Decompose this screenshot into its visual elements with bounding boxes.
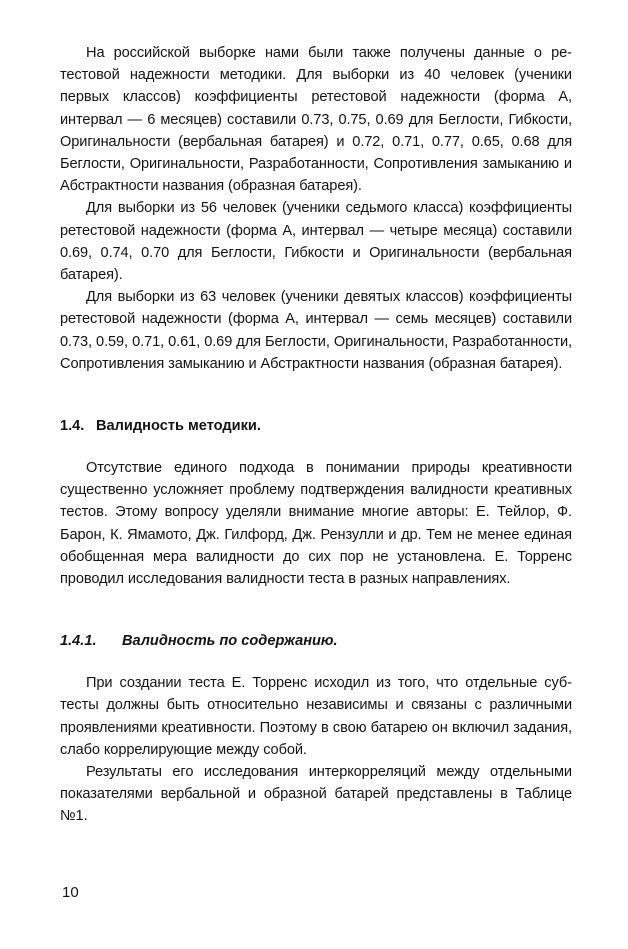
page-number: 10 <box>62 884 79 901</box>
content-paragraph-1: При создании теста Е. Торренс исходил из того, что отдельные субтесты должны быть относительно независимы и связаны с различными проявлениями креативности. Поэтому в свою батарею он включил задания, слабо коррелирующие между собой. <box>60 675 572 758</box>
section-number: 1.4. <box>60 418 85 435</box>
validity-paragraph: Отсутствие единого подхода в понимании природы креативности существенно усложняет проблему подтверждения валидности креативных тестов. Этому вопросу уделяли внимание многие авторы: Е. Тейлор, Ф. Барон, К. Ямамото, Дж. Гилфорд, Дж. Рензулли и др. Тем не менее единая обобщенная мера валидности до сих пор не установлена. Е. Торренс проводил исследования валидности теста в разных направлениях. <box>60 460 572 588</box>
content-paragraph-2: Результаты его исследования интеркорреляций между отдельными показателями вербальной и образной батарей представлены в Таблице №1. <box>60 764 572 825</box>
subsection-heading <box>60 630 572 652</box>
page-body <box>60 42 572 828</box>
section-heading <box>60 415 572 437</box>
intro-paragraph-3: Для выборки из 63 человек (ученики девятых классов) коэффициенты ретестовой надежности (форма А, интервал — семь месяцев) составили 0.73, 0.59, 0.71, 0.61, 0.69 для Беглости, Оригинальности, Разработанности, Сопротивления замыканию и Абстрактности названия (образная батарея). <box>60 289 572 372</box>
subsection-number: 1.4.1. <box>60 633 97 650</box>
intro-paragraph-1: На российской выборке нами были также получены данные о ретестовой надежности методики. Для выборки из 40 человек (ученики первых классов) коэффициенты ретестовой надежности (форма А, интервал — 6 месяцев) составили 0.73, 0.75, 0.69 для Беглости, Гибкости, Оригинальности (вербальная батарея) и 0.72, 0.71, 0.77, 0.65, 0.68 для Беглости, Оригинальности, Разработанности, Сопротивления замыканию и Абстрактности названия (образная батарея). <box>60 45 572 195</box>
intro-paragraph-2: Для выборки из 56 человек (ученики седьмого класса) коэффициенты ретестовой надежности (форма А, интервал — четыре месяца) составили 0.69, 0.74, 0.70 для Беглости, Гибкости и Оригинальности (вербальная батарея). <box>60 200 572 284</box>
section-title: Валидность методики. <box>96 418 261 435</box>
subsection-title: Валидность по содержанию. <box>122 633 338 650</box>
